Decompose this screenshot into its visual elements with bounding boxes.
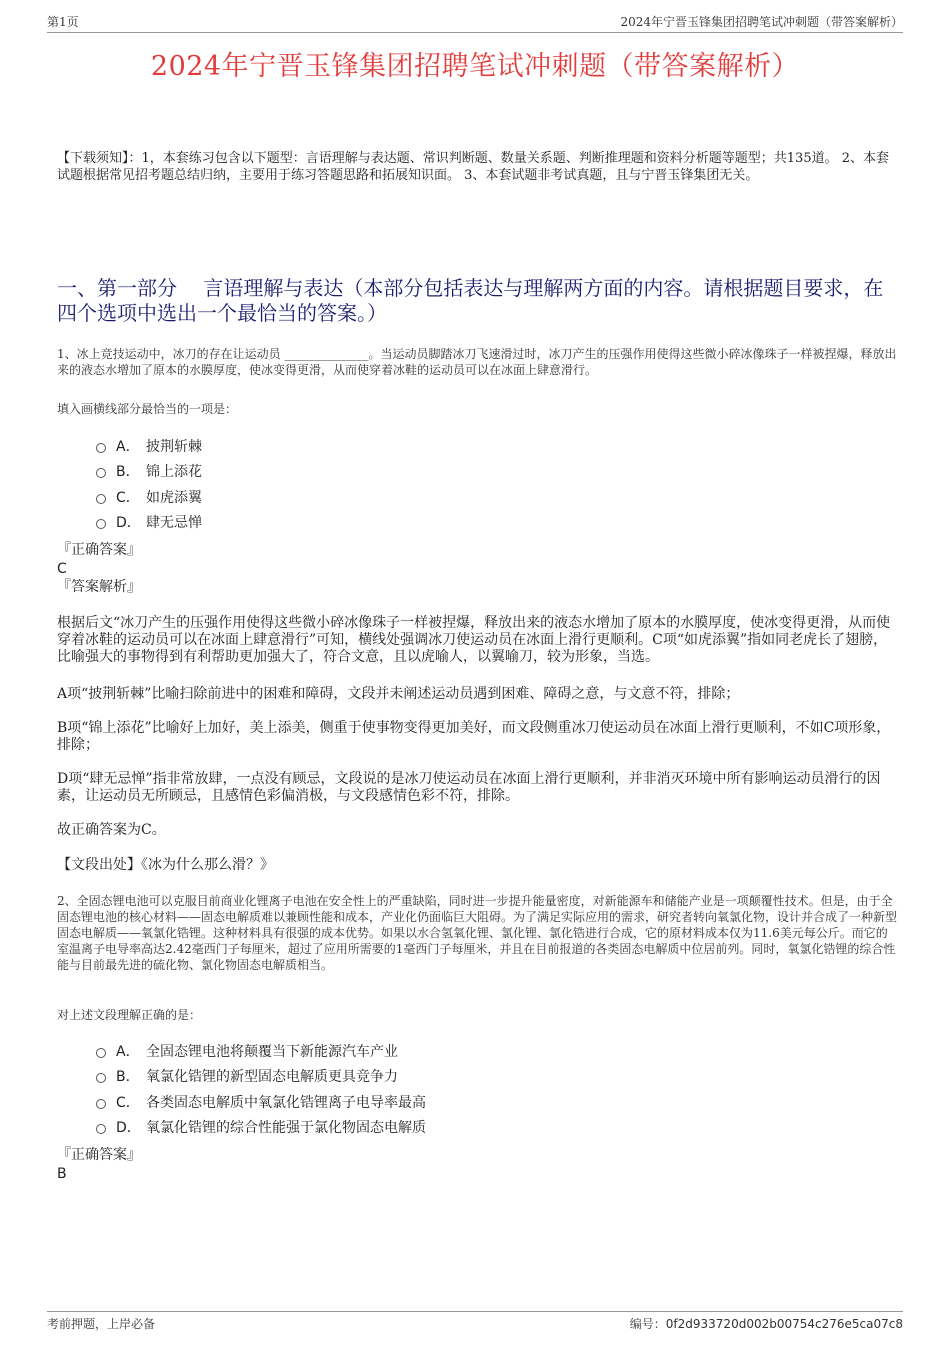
radio-icon[interactable] <box>96 494 106 504</box>
analysis-block <box>57 720 898 754</box>
document-code <box>630 1315 903 1332</box>
analysis-paragraph: 根据后文“冰刀产生的压强作用使得这些微小碎冰像珠子一样被捏爆，释放出来的液态水增加了原本的水膜厚度，使冰变得更滑，从而使穿着冰鞋的运动员可以在冰面上肆意滑行”可知，横线处强调冰刀使运动员在冰面上滑行更顺利。C项“如虎添翼”指如同老虎长了翅膀，比喻强大的事物得到有利帮助更加强大了，符合文意，且以虎喻人，以翼喻刀，较为形象，当选。 <box>57 615 891 665</box>
analysis-conclusion: 故正确答案为C。 <box>57 822 166 838</box>
option-text: 肆无忌惮 <box>146 515 202 532</box>
question-prompt: 填入画横线部分最恰当的一项是： <box>57 402 238 416</box>
question-prompt: 对上述文段理解正确的是： <box>57 1008 202 1022</box>
question-text: 1、冰上竞技运动中，冰刀的存在让运动员 ______________。当运动员脚踏冰刀飞速滑过时，冰刀产生的压强作用使得这些微小碎冰像珠子一样被捏爆，释放出来的液态水增加了原本的水膜厚度，使冰变得更滑，从而使穿着冰鞋的运动员可以在冰面上肆意滑行。 <box>57 347 897 377</box>
option-text: 氧氯化锆锂的新型固态电解质更具竞争力 <box>146 1069 398 1086</box>
question-2-answer <box>57 1146 898 1183</box>
question-2-prompt <box>57 1007 898 1023</box>
running-header <box>47 14 903 33</box>
radio-icon[interactable] <box>96 1073 106 1083</box>
question-2-options <box>96 1038 426 1140</box>
answer-label: 『正确答案』 <box>57 542 141 558</box>
question-1-stem <box>57 346 898 378</box>
radio-icon[interactable] <box>96 468 106 478</box>
answer-value: C <box>57 561 67 577</box>
analysis-block <box>57 686 898 703</box>
radio-icon[interactable] <box>96 443 106 453</box>
page-footer <box>47 1311 903 1332</box>
option-d[interactable]: D． 氧氯化锆锂的综合性能强于氯化物固态电解质 <box>96 1115 426 1141</box>
option-d[interactable]: D． 肆无忌惮 <box>96 510 202 536</box>
option-text: 各类固态电解质中氧氯化锆锂离子电导率最高 <box>146 1094 426 1111</box>
analysis-paragraph: A项“披荆斩棘”比喻扫除前进中的困难和障碍，文段并未阐述运动员遇到困难、障碍之意，与文意不符，排除； <box>57 686 740 702</box>
option-c[interactable]: C． 各类固态电解质中氧氯化锆锂离子电导率最高 <box>96 1089 426 1115</box>
analysis-block <box>57 857 898 874</box>
answer-label: 『正确答案』 <box>57 1147 141 1163</box>
running-title: 2024年宁晋玉锋集团招聘笔试冲刺题（带答案解析） <box>620 15 903 29</box>
option-text: 锦上添花 <box>146 464 202 481</box>
analysis-label: 『答案解析』 <box>57 579 141 595</box>
option-text: 氧氯化锆锂的综合性能强于氯化物固态电解质 <box>146 1120 426 1137</box>
radio-icon[interactable] <box>96 1048 106 1058</box>
code-label: 编号： <box>629 1317 666 1331</box>
analysis-block <box>57 822 898 839</box>
option-a[interactable]: A． 全固态锂电池将颠覆当下新能源汽车产业 <box>96 1038 426 1064</box>
option-a[interactable]: A． 披荆斩棘 <box>96 433 202 459</box>
option-b[interactable]: B． 氧氯化锆锂的新型固态电解质更具竞争力 <box>96 1064 426 1090</box>
question-1-prompt <box>57 401 898 417</box>
question-1-answer <box>57 541 898 597</box>
footer-slogan: 考前押题，上岸必备 <box>47 1317 156 1331</box>
radio-icon[interactable] <box>96 1124 106 1134</box>
option-b[interactable]: B． 锦上添花 <box>96 459 202 485</box>
option-c[interactable]: C． 如虎添翼 <box>96 484 202 510</box>
code-value: 0f2d933720d002b00754c276e5ca07c8 <box>665 1317 903 1331</box>
analysis-paragraph: D项“肆无忌惮”指非常放肆，一点没有顾忌，文段说的是冰刀使运动员在冰面上滑行更顺利，并非消灭环境中所有影响运动员滑行的因素，让运动员无所顾忌，且感情色彩偏消极，与文段感情色彩不符，排除。 <box>57 771 881 804</box>
question-2-stem <box>57 893 898 973</box>
document-title: 2024年宁晋玉锋集团招聘笔试冲刺题（带答案解析） <box>150 51 800 82</box>
question-1-analysis <box>57 615 898 666</box>
option-text: 如虎添翼 <box>146 489 202 506</box>
question-1-options <box>96 433 202 535</box>
analysis-block <box>57 771 898 805</box>
source-citation: 【文段出处】《冰为什么那么滑？》 <box>57 857 274 873</box>
analysis-paragraph: B项“锦上添花”比喻好上加好，美上添美，侧重于使事物变得更加美好，而文段侧重冰刀使运动员在冰面上滑行更顺利，不如C项形象，排除； <box>57 720 891 753</box>
option-text: 全固态锂电池将颠覆当下新能源汽车产业 <box>146 1043 398 1060</box>
question-text: 2、全固态锂电池可以克服目前商业化锂离子电池在安全性上的严重缺陷，同时进一步提升能量密度，对新能源车和储能产业是一项颠覆性技术。但是，由于全固态锂电池的核心材料——固态电解质难以兼顾性能和成本，产业化仍面临巨大阻碍。为了满足实际应用的需求，研究者转向氧氯化物，设计并合成了一种新型固态电解质——氧氯化锆锂。这种材料具有很强的成本优势。如果以水合氢氧化锂、氯化锂、氯化锆进行合成，它的原材料成本仅为11.6美元每公斤。而它的室温离子电导率高达2.42毫西门子每厘米，超过了应用所需要的1毫西门子每厘米，并且在目前报道的各类固态电解质中位居前列。同时，氧氯化锆锂的综合性能与目前最先进的硫化物、氯化物固态电解质相当。 <box>57 894 898 972</box>
radio-icon[interactable] <box>96 1099 106 1109</box>
radio-icon[interactable] <box>96 519 106 529</box>
download-notice: 【下载须知】：1，本套练习包含以下题型：言语理解与表达题、常识判断题、数量关系题、判断推理题和资料分析题等题型；共135道。 2、本套试题根据常见招考题总结归纳，主要用于练习答题思路和拓展知识面。 3、本套试题非考试真题，且与宁晋玉锋集团无关。 <box>57 151 889 183</box>
answer-value: B <box>57 1166 67 1182</box>
page-number: 第1页 <box>47 15 79 29</box>
option-text: 披荆斩棘 <box>146 438 202 455</box>
section-title: 一、第一部分 言语理解与表达（本部分包括表达与理解两方面的内容。请根据题目要求，在四个选项中选出一个最恰当的答案。） <box>57 276 884 325</box>
